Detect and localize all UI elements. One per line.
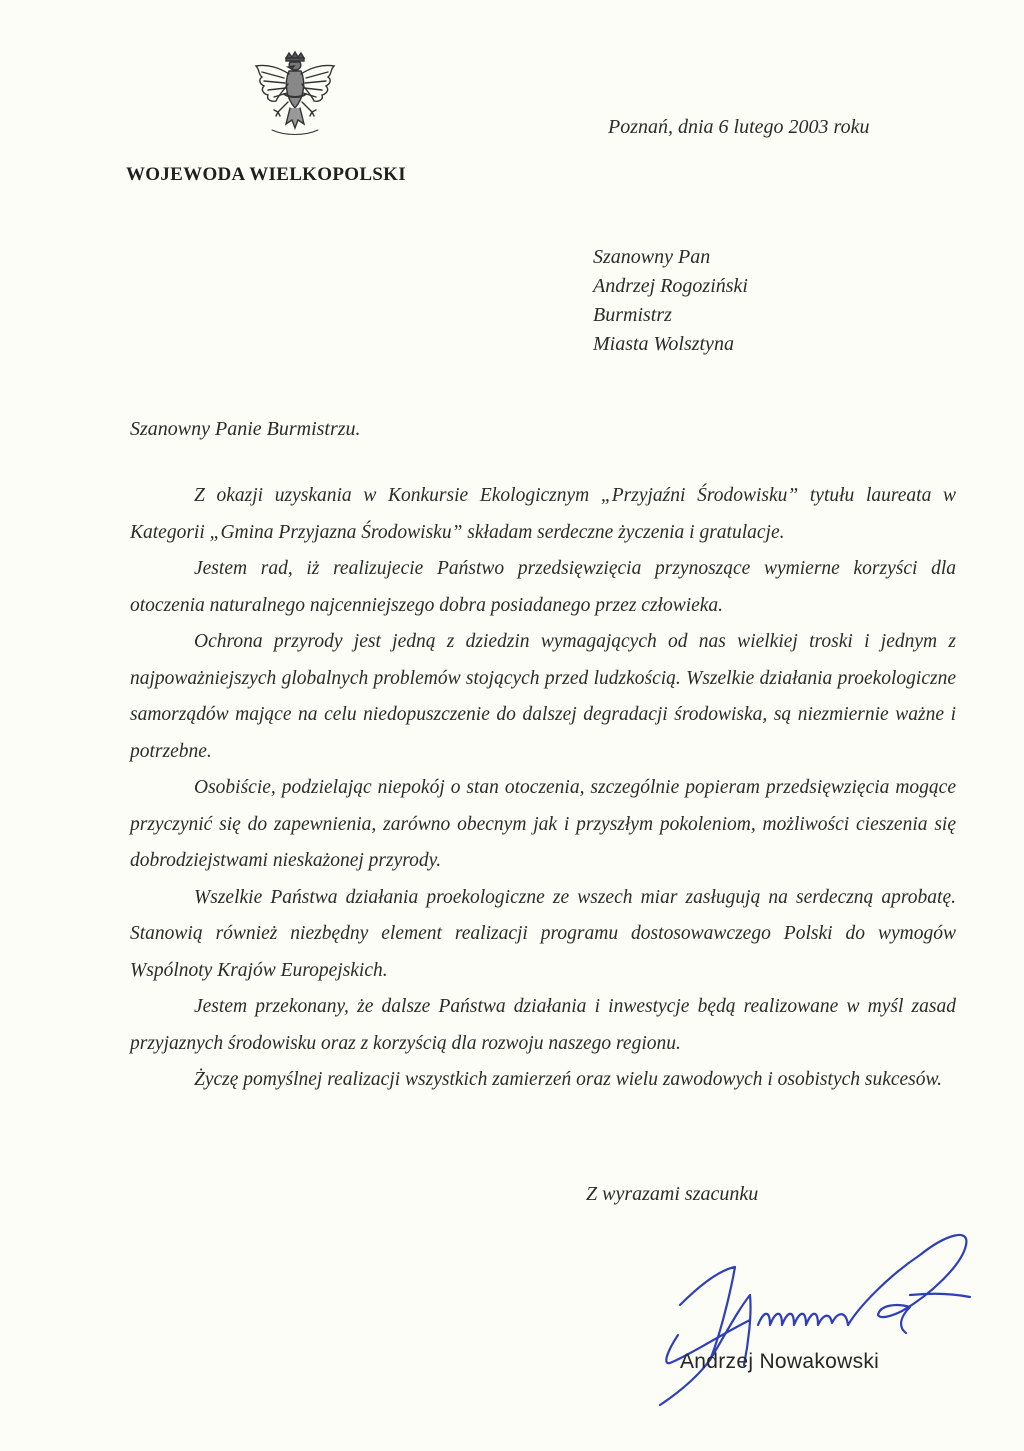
addressee-line: Burmistrz (593, 304, 672, 326)
body-paragraph: Wszelkie Państwa działania proekologiczne ze wszech miar zasługują na serdeczną aprobatę. Stanowią również niezbędny element realizacji programu dostosowawczego Polski do wymogów Wspólnoty Krajów Europejskich. (130, 886, 956, 981)
addressee-line: Miasta Wolsztyna (593, 333, 734, 355)
salutation: Szanowny Panie Burmistrzu. (130, 418, 361, 440)
body-paragraph: Życzę pomyślnej realizacji wszystkich zamierzeń oraz wielu zawodowych i osobistych sukcesów. (194, 1069, 942, 1090)
body-paragraph: Jestem przekonany, że dalsze Państwa działania i inwestycje będą realizowane w myśl zasad przyjaznych środowisku oraz z korzyścią dla rozwoju naszego regionu. (130, 996, 956, 1054)
addressee-line: Szanowny Pan (593, 246, 711, 268)
closing-line: Z wyrazami szacunku (586, 1183, 759, 1205)
body-paragraph: Ochrona przyrody jest jedną z dziedzin wymagających od nas wielkiej troski i jednym z najpoważniejszych globalnych problemów stojących przed ludzkością. Wszelkie działania proekologiczne samorządów mające na celu niedopuszczenie do dalszej degradacji środowiska, są niezmiernie ważne i potrzebne. (130, 631, 956, 762)
date-line: Poznań, dnia 6 lutego 2003 roku (608, 116, 870, 138)
body-paragraph: Osobiście, podzielając niepokój o stan otoczenia, szczególnie popieram przedsięwzięcia mogące przyczynić się do zapewnienia, zarówno obecnym jak i przyszłym pokoleniom, możliwości cieszenia się dobrodziejstwami nieskażonej przyrody. (130, 777, 956, 871)
addressee-line: Andrzej Rogoziński (593, 275, 748, 297)
handwritten-signature (640, 1215, 980, 1415)
signer-name: Andrzej Nowakowski (680, 1350, 880, 1373)
office-name: WOJEWODA WIELKOPOLSKI (126, 164, 406, 185)
body-paragraph: Jestem rad, iż realizujecie Państwo przedsięwzięcia przynoszące wymierne korzyści dla otoczenia naturalnego najcenniejszego dobra posiadanego przez człowieka. (130, 558, 956, 616)
letter-body (130, 478, 956, 1099)
polish-eagle-emblem-icon (250, 50, 340, 142)
body-paragraph: Z okazji uzyskania w Konkursie Ekologicznym „Przyjaźni Środowisku” tytułu laureata w Kategorii „Gmina Przyjazna Środowisku” składam serdeczne życzenia i gratulacje. (130, 485, 956, 543)
addressee-block (593, 243, 748, 359)
